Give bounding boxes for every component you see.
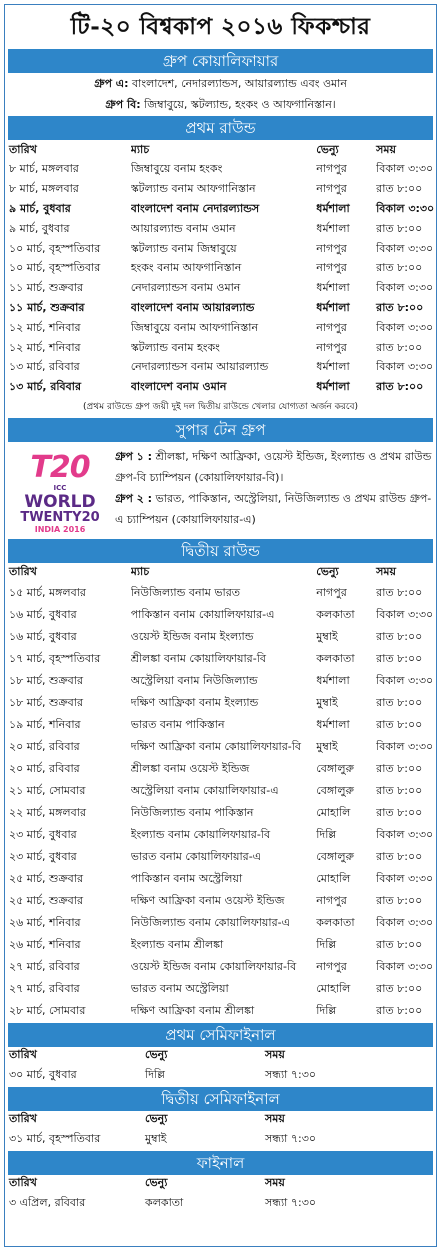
match-teams: ইংল্যান্ড বনাম কোয়ালিফায়ার-বি (130, 828, 271, 842)
header-date: তারিখ (9, 1175, 37, 1189)
fixture-sheet (4, 4, 437, 1247)
table-row (5, 671, 436, 693)
semi1-header-row (5, 1047, 436, 1065)
table-row (5, 259, 436, 279)
match-teams: স্কটল্যান্ড বনাম জিম্বাবুয়ে (130, 241, 237, 255)
table-row (5, 803, 436, 825)
header-venue: ভেন্যু (316, 142, 339, 156)
super10-section (5, 442, 436, 539)
match-teams: ওয়েস্ট ইন্ডিজ বনাম ইংল্যান্ড (130, 630, 254, 644)
match-time: বিকাল ৩:৩০ (376, 872, 434, 886)
table-row (5, 825, 436, 847)
match-date: ২৩ মার্চ, বুধবার (9, 828, 77, 842)
final-header-row (5, 1175, 436, 1193)
match-time: রাত ৮:০০ (376, 696, 423, 710)
match-date: ২৩ মার্চ, বুধবার (9, 850, 77, 864)
round1-header-row (5, 140, 436, 160)
table-row (5, 693, 436, 715)
match-time: বিকাল ৩:৩০ (376, 281, 434, 295)
match-teams: পাকিস্তান বনাম কোয়ালিফায়ার-এ (130, 608, 275, 622)
page-title: টি-২০ বিশ্বকাপ ২০১৬ ফিকশ্চার (70, 13, 371, 40)
header-date: তারিখ (9, 1047, 37, 1061)
semi1-venue: দিল্লি (145, 1068, 165, 1082)
header-date: তারিখ (9, 1111, 37, 1125)
semi1-row (5, 1065, 436, 1087)
table-row (5, 200, 436, 220)
round2-heading: দ্বিতীয় রাউন্ড (8, 539, 433, 563)
match-time: রাত ৮:০০ (376, 718, 423, 732)
qualifier-group-b (5, 94, 436, 115)
semi2-time: সন্ধ্যা ৭:৩০ (265, 1132, 317, 1146)
match-venue: নাগপুর (316, 162, 347, 176)
table-row (5, 869, 436, 891)
match-venue: মোহালি (316, 872, 351, 886)
match-teams: ওয়েস্ট ইন্ডিজ বনাম কোয়ালিফায়ার-বি (130, 960, 297, 974)
match-time: রাত ৮:০০ (376, 380, 424, 394)
match-time: বিকাল ৩:৩০ (376, 201, 435, 215)
match-teams: ভারত বনাম অস্ট্রেলিয়া (130, 982, 229, 996)
match-venue: ধর্মশালা (316, 300, 350, 314)
match-teams: জিম্বাবুয়ে বনাম আফগানিস্তান (130, 320, 259, 334)
header-time: সময় (265, 1047, 285, 1061)
match-venue: মুম্বাই (316, 630, 338, 644)
match-date: ২২ মার্চ, মঙ্গলবার (9, 806, 86, 820)
match-time: রাত ৮:০০ (376, 300, 424, 314)
match-date: ১০ মার্চ, বৃহস্পতিবার (9, 241, 101, 255)
match-venue: ধর্মশালা (316, 201, 350, 215)
match-venue: নাগপুর (316, 894, 347, 908)
match-date: ২৫ মার্চ, শুক্রবার (9, 872, 84, 886)
match-time: রাত ৮:০০ (376, 784, 423, 798)
logo-india-text: INDIA 2016 (34, 524, 86, 534)
final-heading: ফাইনাল (8, 1151, 433, 1175)
match-teams: অস্ট্রেলিয়া বনাম নিউজিল্যান্ড (130, 674, 258, 688)
table-row (5, 1001, 436, 1023)
super10-groups (115, 446, 436, 539)
group2-teams: ভারত, পাকিস্তান, অস্ট্রেলিয়া, নিউজিল্যান্ড ও প্রথম রাউন্ড গ্রুপ-এ চ্যাম্পিয়ন (কোয়ালিফায়ার-এ) (115, 491, 432, 526)
table-row (5, 318, 436, 338)
match-teams: স্কটল্যান্ড বনাম হংকং (130, 340, 220, 354)
header-match: ম্যাচ (130, 142, 150, 156)
final-date: ৩ এপ্রিল, রবিবার (9, 1196, 86, 1210)
semi2-venue: মুম্বাই (145, 1132, 167, 1146)
group-b-teams: জিম্বাবুয়ে, স্কটল্যান্ড, হংকং ও আফগানিস্তান। (144, 98, 336, 111)
match-date: ২৮ মার্চ, সোমবার (9, 1004, 86, 1018)
match-time: রাত ৮:০০ (376, 762, 423, 776)
match-date: ১৯ মার্চ, শনিবার (9, 718, 81, 732)
match-venue: ধর্মশালা (316, 360, 350, 374)
final-time: সন্ধ্যা ৭:৩০ (265, 1196, 317, 1210)
match-date: ১৫ মার্চ, মঙ্গলবার (9, 586, 86, 600)
match-date: ১১ মার্চ, শুক্রবার (9, 281, 84, 295)
match-venue: মোহালি (316, 806, 351, 820)
match-venue: নাগপুর (316, 182, 347, 196)
table-row (5, 219, 436, 239)
match-teams: নিউজিল্যান্ড বনাম কোয়ালিফায়ার-এ (130, 916, 290, 930)
match-time: বিকাল ৩:৩০ (376, 608, 434, 622)
logo-world-text: WORLD (24, 491, 96, 512)
match-venue: দিল্লি (316, 828, 337, 842)
table-row (5, 299, 436, 319)
header-venue: ভেন্যু (145, 1047, 168, 1061)
semi1-time: সন্ধ্যা ৭:৩০ (265, 1068, 317, 1082)
match-date: ৮ মার্চ, মঙ্গলবার (9, 182, 79, 196)
match-time: বিকাল ৩:৩০ (376, 674, 434, 688)
header-venue: ভেন্যু (316, 565, 339, 579)
semi1-date: ৩০ মার্চ, বুধবার (9, 1068, 77, 1082)
table-row (5, 605, 436, 627)
match-teams: ভারত বনাম পাকিস্তান (130, 718, 225, 732)
match-date: ১০ মার্চ, বৃহস্পতিবার (9, 261, 101, 275)
logo-t20-text: T20 (30, 449, 90, 485)
match-venue: মুম্বাই (316, 696, 338, 710)
group2-label: গ্রুপ ২ : (115, 491, 153, 505)
table-row (5, 737, 436, 759)
round1-note: (প্রথম রাউন্ডে গ্রুপ জয়ী দুই দল দ্বিতীয় রাউন্ডে খেলার যোগ্যতা অর্জন করবে) (83, 401, 358, 412)
match-venue: দিল্লি (316, 938, 337, 952)
group-b-label: গ্রুপ বি: (105, 98, 141, 111)
match-time: রাত ৮:০০ (376, 586, 423, 600)
match-venue: ধর্মশালা (316, 221, 350, 235)
table-row (5, 160, 436, 180)
logo-icc-text: ICC (53, 483, 67, 492)
match-date: ২০ মার্চ, রবিবার (9, 762, 80, 776)
match-time: রাত ৮:০০ (376, 850, 423, 864)
match-teams: দক্ষিণ আফ্রিকা বনাম কোয়ালিফায়ার-বি (130, 740, 302, 754)
match-venue: ধর্মশালা (316, 380, 350, 394)
match-date: ১৩ মার্চ, রবিবার (9, 380, 82, 394)
match-date: ১২ মার্চ, শনিবার (9, 320, 81, 334)
match-teams: দক্ষিণ আফ্রিকা বনাম ইংল্যান্ড (130, 696, 259, 710)
match-venue: বেঙ্গালুরু (316, 850, 354, 864)
semi1-heading: প্রথম সেমিফাইনাল (8, 1023, 433, 1047)
match-time: বিকাল ৩:৩০ (376, 740, 434, 754)
header-date: তারিখ (9, 142, 37, 156)
match-teams: নেদারল্যান্ডস বনাম আয়ারল্যান্ড (130, 360, 269, 374)
table-row (5, 627, 436, 649)
match-time: বিকাল ৩:৩০ (376, 162, 434, 176)
match-teams: হংকং বনাম আফগানিস্তান (130, 261, 242, 275)
table-row (5, 957, 436, 979)
table-row (5, 358, 436, 378)
match-time: রাত ৮:০০ (376, 630, 423, 644)
match-venue: কলকাতা (316, 916, 355, 930)
table-row (5, 378, 436, 398)
qualifier-heading: গ্রুপ কোয়ালিফায়ার (8, 49, 433, 73)
semi2-date: ৩১ মার্চ, বৃহস্পতিবার (9, 1132, 101, 1146)
match-venue: নাগপুর (316, 261, 347, 275)
match-teams: দক্ষিণ আফ্রিকা বনাম শ্রীলঙ্কা (130, 1004, 255, 1018)
match-teams: বাংলাদেশ বনাম আয়ারল্যান্ড (130, 300, 255, 314)
match-teams: বাংলাদেশ বনাম ওমান (130, 380, 227, 394)
match-teams: ইংল্যান্ড বনাম শ্রীলঙ্কা (130, 938, 224, 952)
match-time: বিকাল ৩:৩০ (376, 828, 434, 842)
match-date: ৯ মার্চ, বুধবার (9, 221, 70, 235)
table-row (5, 891, 436, 913)
match-venue: ধর্মশালা (316, 674, 350, 688)
match-venue: বেঙ্গালুরু (316, 762, 354, 776)
match-venue: কলকাতা (316, 608, 355, 622)
table-row (5, 935, 436, 957)
final-venue: কলকাতা (145, 1196, 184, 1210)
group-a-teams: বাংলাদেশ, নেদারল্যান্ডস, আয়ারল্যান্ড এবং ওমান (132, 77, 347, 90)
match-time: বিকাল ৩:৩০ (376, 916, 434, 930)
match-date: ২৭ মার্চ, রবিবার (9, 960, 80, 974)
match-time: রাত ৮:০০ (376, 182, 423, 196)
match-time: রাত ৮:০০ (376, 340, 423, 354)
match-time: রাত ৮:০০ (376, 982, 423, 996)
match-date: ১৬ মার্চ, বুধবার (9, 630, 77, 644)
match-date: ১৬ মার্চ, বুধবার (9, 608, 77, 622)
match-teams: ভারত বনাম কোয়ালিফায়ার-এ (130, 850, 262, 864)
match-venue: নাগপুর (316, 320, 347, 334)
t20-world-cup-logo (5, 446, 115, 539)
match-time: বিকাল ৩:৩০ (376, 960, 434, 974)
round1-table (5, 160, 436, 398)
super10-heading: সুপার টেন গ্রুপ (8, 418, 433, 442)
header-venue: ভেন্যু (145, 1111, 168, 1125)
header-date: তারিখ (9, 565, 37, 579)
match-venue: ধর্মশালা (316, 281, 350, 295)
table-row (5, 338, 436, 358)
match-date: ১২ মার্চ, শনিবার (9, 340, 81, 354)
match-time: বিকাল ৩:৩০ (376, 360, 434, 374)
match-time: রাত ৮:০০ (376, 1004, 423, 1018)
match-date: ১৮ মার্চ, শুক্রবার (9, 674, 84, 688)
match-time: বিকাল ৩:৩০ (376, 241, 434, 255)
table-row (5, 913, 436, 935)
table-row (5, 180, 436, 200)
match-date: ১৮ মার্চ, শুক্রবার (9, 696, 84, 710)
header-time: সময় (376, 142, 396, 156)
match-date: ২০ মার্চ, রবিবার (9, 740, 80, 754)
match-date: ২৬ মার্চ, শনিবার (9, 938, 81, 952)
match-date: ১৭ মার্চ, বৃহস্পতিবার (9, 652, 101, 666)
header-venue: ভেন্যু (145, 1175, 168, 1189)
final-row (5, 1193, 436, 1215)
match-venue: নাগপুর (316, 340, 347, 354)
header-match: ম্যাচ (130, 565, 150, 579)
match-time: রাত ৮:০০ (376, 652, 423, 666)
match-teams: বাংলাদেশ বনাম নেদারল্যান্ডস (130, 201, 260, 215)
semi2-heading: দ্বিতীয় সেমিফাইনাল (8, 1087, 433, 1111)
round2-header-row (5, 563, 436, 583)
round2-table (5, 583, 436, 1023)
round1-heading: প্রথম রাউন্ড (8, 116, 433, 140)
match-date: ২৫ মার্চ, শুক্রবার (9, 894, 84, 908)
match-teams: শ্রীলঙ্কা বনাম ওয়েস্ট ইন্ডিজ (130, 762, 250, 776)
match-teams: পাকিস্তান বনাম অস্ট্রেলিয়া (130, 872, 243, 886)
table-row (5, 759, 436, 781)
table-row (5, 583, 436, 605)
match-time: রাত ৮:০০ (376, 806, 423, 820)
match-time: রাত ৮:০০ (376, 938, 423, 952)
semi2-row (5, 1129, 436, 1151)
qualifier-group-a (5, 73, 436, 94)
match-date: ২৬ মার্চ, শনিবার (9, 916, 81, 930)
match-date: ১১ মার্চ, শুক্রবার (9, 300, 85, 314)
match-teams: আয়ারল্যান্ড বনাম ওমান (130, 221, 236, 235)
match-venue: মোহালি (316, 982, 351, 996)
match-teams: দক্ষিণ আফ্রিকা বনাম ওয়েস্ট ইন্ডিজ (130, 894, 285, 908)
match-venue: কলকাতা (316, 652, 355, 666)
table-row (5, 279, 436, 299)
match-time: বিকাল ৩:৩০ (376, 320, 434, 334)
match-teams: স্কটল্যান্ড বনাম আফগানিস্তান (130, 182, 256, 196)
match-venue: মুম্বাই (316, 740, 338, 754)
match-time: রাত ৮:০০ (376, 221, 423, 235)
group1-teams: শ্রীলঙ্কা, দক্ষিণ আফ্রিকা, ওয়েস্ট ইন্ডিজ, ইংল্যান্ড ও প্রথম রাউন্ড গ্রুপ-বি চ্যাম্পিয়ন (কোয়ালিফায়ার-বি)। (115, 449, 432, 484)
match-venue: বেঙ্গালুরু (316, 784, 354, 798)
match-teams: নেদারল্যান্ডস বনাম ওমান (130, 281, 241, 295)
header-time: সময় (265, 1175, 285, 1189)
semi2-header-row (5, 1111, 436, 1129)
match-date: ৮ মার্চ, মঙ্গলবার (9, 162, 79, 176)
table-row (5, 979, 436, 1001)
match-venue: নাগপুর (316, 241, 347, 255)
match-venue: দিল্লি (316, 1004, 337, 1018)
match-date: ৯ মার্চ, বুধবার (9, 201, 71, 215)
match-venue: নাগপুর (316, 960, 347, 974)
table-row (5, 847, 436, 869)
group1-label: গ্রুপ ১ : (115, 449, 153, 463)
logo-twenty20-text: TWENTY20 (20, 509, 100, 525)
super10-group2 (115, 488, 432, 530)
match-teams: জিম্বাবুয়ে বনাম হংকং (130, 162, 223, 176)
match-teams: নিউজিল্যান্ড বনাম ভারত (130, 586, 241, 600)
table-row (5, 239, 436, 259)
match-venue: ধর্মশালা (316, 718, 350, 732)
table-row (5, 715, 436, 737)
match-venue: নাগপুর (316, 586, 347, 600)
header-time: সময় (376, 565, 396, 579)
match-teams: শ্রীলঙ্কা বনাম কোয়ালিফায়ার-বি (130, 652, 266, 666)
table-row (5, 649, 436, 671)
match-date: ২১ মার্চ, সোমবার (9, 784, 86, 798)
table-row (5, 781, 436, 803)
header-time: সময় (265, 1111, 285, 1125)
match-teams: নিউজিল্যান্ড বনাম পাকিস্তান (130, 806, 254, 820)
match-date: ১৩ মার্চ, রবিবার (9, 360, 80, 374)
match-teams: অস্ট্রেলিয়া বনাম কোয়ালিফায়ার-এ (130, 784, 279, 798)
super10-group1 (115, 446, 432, 488)
match-date: ২৭ মার্চ, রবিবার (9, 982, 80, 996)
match-time: রাত ৮:০০ (376, 894, 423, 908)
match-time: রাত ৮:০০ (376, 261, 423, 275)
group-a-label: গ্রুপ এ: (94, 77, 129, 90)
